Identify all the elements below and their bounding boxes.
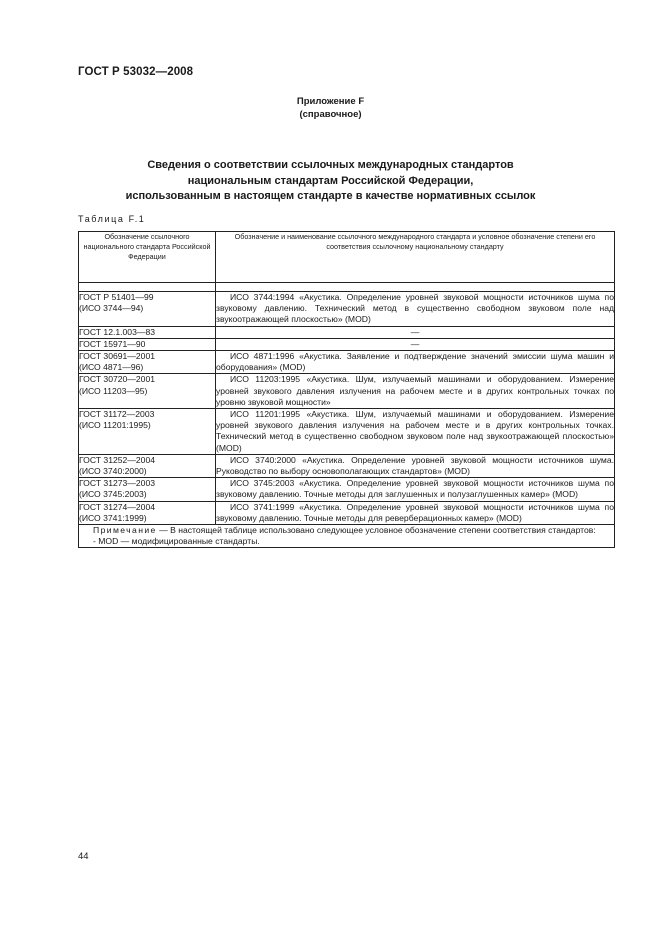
table-label: Таблица F.1 [78,214,146,224]
international-equivalent-code: (ИСО 3741:1999) [79,512,147,523]
national-standard-code: ГОСТ Р 51401—99 [79,292,154,302]
international-standard-cell [216,292,615,327]
national-standard-code: ГОСТ 12.1.003—83 [79,326,156,337]
international-standard-cell [216,374,615,409]
international-equivalent-code: (ИСО 11201:1995) [79,420,151,431]
column-header-national-standard: Обозначение ссылочного национального стандарта Российской Федерации [79,232,216,283]
international-standard-cell [216,501,615,524]
national-standard-code: ГОСТ 15971—90 [79,338,146,349]
table-row [79,338,615,350]
national-standard-cell [79,292,216,327]
international-standard-text: ИСО 3741:1999 «Акустика. Определение уровней звуковой мощности источников шума по звуковому давлению. Точные методы для реверберационных камер» (MOD) [216,501,614,523]
international-standard-text: ИСО 3740:2000 «Акустика. Определение уровней звуковой мощности источников шума. Руководство по выбору основополагающих стандартов» (MOD) [216,454,614,477]
international-standard-cell [216,454,615,477]
heading-line-2: национальным стандартам Российской Федерации, [187,174,474,187]
international-equivalent-code: (ИСО 11203—95) [79,385,148,396]
international-equivalent-code: (ИСО 4871—96) [79,362,144,373]
national-standard-cell [79,326,216,338]
national-standard-code: ГОСТ 31252—2004 [79,454,156,465]
appendix-subtitle: (справочное) [299,109,362,120]
international-standard-text: ИСО 3745:2003 «Акустика. Определение уровней звуковой мощности источников шума по звуковому давлению. Точные методы для заглушенных и полузаглушенных камер» (MOD) [216,478,614,500]
national-standard-code: ГОСТ 31274—2004 [79,501,156,512]
table-row [79,374,615,409]
international-standard-cell [216,409,615,455]
international-standard-cell [216,326,615,338]
appendix-block [0,95,661,121]
note-label: Примечание [93,525,157,536]
national-standard-code: ГОСТ 30691—2001 [79,351,156,362]
international-standard-text: ИСО 11203:1995 «Акустика. Шум, излучаемый машинами и оборудованием. Измерение уровней звукового давления излучения на рабочем месте и в других контрольных точках по уровню звуковой мощности» [216,374,614,407]
national-standard-cell [79,351,216,374]
table-row [79,409,615,455]
international-standard-cell [216,338,615,350]
table-row [79,351,615,374]
note-paragraph [79,525,614,536]
table-row [79,501,615,524]
page-number: 44 [78,851,89,862]
heading-line-3: использованным в настоящем стандарте в качестве нормативных ссылок [125,190,536,202]
international-standard-text: ИСО 11201:1995 «Акустика. Шум, излучаемый машинами и оборудованием. Измерение уровней звукового давления излучения на рабочем месте и в других контрольных точках. Технический метод в существенно свободном звуковом поле над звукоотражающей плоскостью» (MOD) [216,409,614,453]
international-standard-text: ИСО 4871:1996 «Акустика. Заявление и подтверждение значений эмиссии шума машин и оборудования» (MOD) [216,351,614,373]
table-row [79,454,615,477]
no-equivalent-dash: — [410,326,420,337]
table-note-row [79,525,615,548]
correspondence-table [78,231,615,548]
table-spacer-row [79,283,615,292]
national-standard-code: ГОСТ 31273—2003 [79,478,156,489]
no-equivalent-dash: — [410,338,420,349]
international-standard-text: ИСО 3744:1994 «Акустика. Определение уровней звуковой мощности источников шума по звуковому давлению. Технический метод в существенно свободном звуковом поле над звукоотражающей плоскостью» (MOD) [216,292,614,325]
national-standard-cell [79,454,216,477]
table-header-row [79,232,615,283]
table-row [79,478,615,501]
international-equivalent-code: (ИСО 3740:2000) [79,466,147,477]
note-text: — В настоящей таблице использовано следующее условное обозначение степени соответствия стандартов: [156,525,596,536]
national-standard-cell [79,338,216,350]
international-equivalent-code: (ИСО 3744—94) [79,303,144,314]
national-standard-code: ГОСТ 31172—2003 [79,409,155,420]
heading-line-1: Сведения о соответствии ссылочных международных стандартов [147,159,514,171]
standard-code: ГОСТ Р 53032—2008 [78,66,194,78]
international-standard-cell [216,478,615,501]
spacer-cell [216,283,615,292]
national-standard-cell [79,409,216,455]
table-row [79,292,615,327]
international-standard-cell [216,351,615,374]
national-standard-code: ГОСТ 30720—2001 [79,374,156,385]
note-list-item: - MOD — модифицированные стандарты. [93,536,260,547]
section-heading [60,158,601,205]
table-row [79,326,615,338]
table-note [79,525,615,548]
national-standard-cell [79,501,216,524]
column-header-international-standard: Обозначение и наименование ссылочного международного стандарта и условное обозначение степени его соответствия ссылочному национальному стандарту [216,232,615,283]
national-standard-cell [79,374,216,409]
international-equivalent-code: (ИСО 3745:2003) [79,489,147,500]
spacer-cell [79,283,216,292]
national-standard-cell [79,478,216,501]
appendix-title: Приложение F [296,96,365,107]
